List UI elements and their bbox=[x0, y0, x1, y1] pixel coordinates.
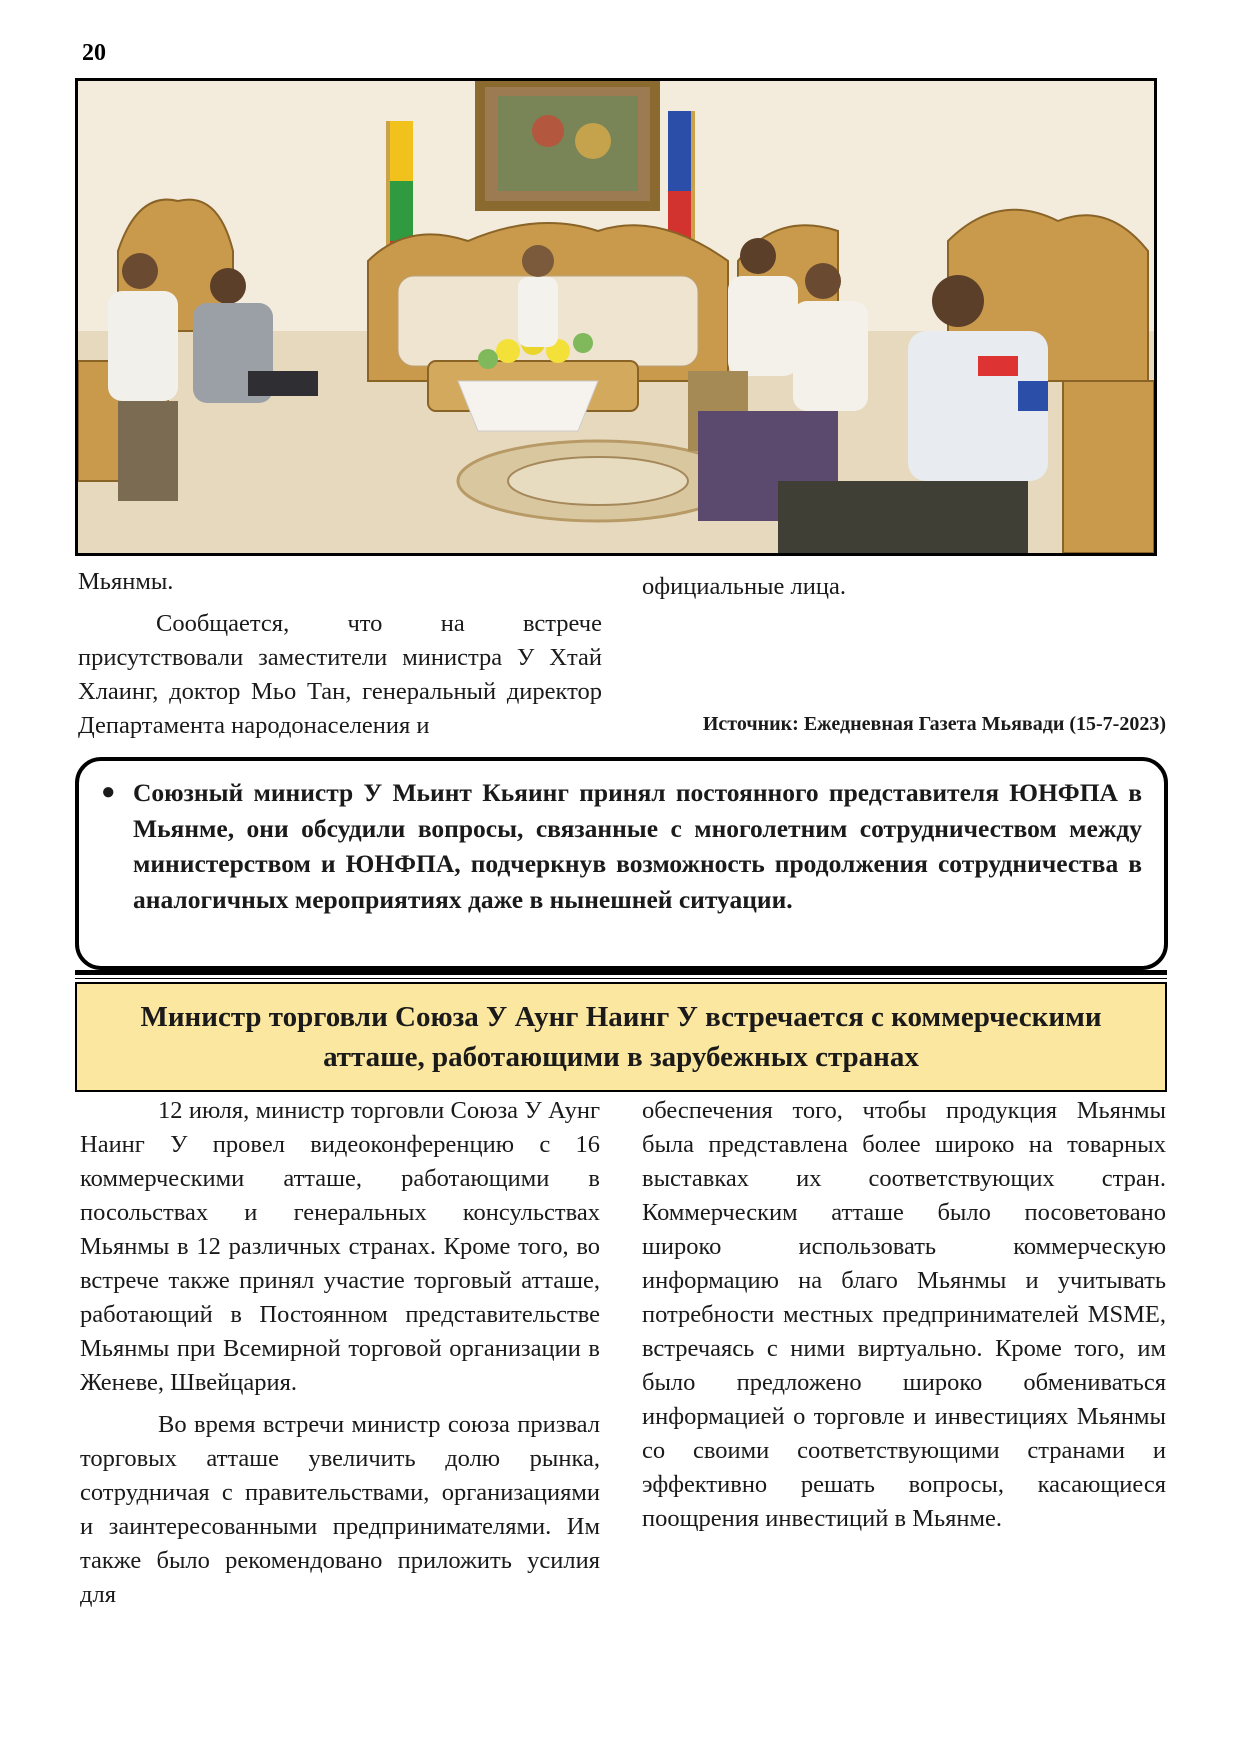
paragraph: 12 июля, министр торговли Союза У Аунг Наинг У провел видеоконференцию с 16 коммерческими атташе, работающими в посольствах и генеральных консульствах Мьянмы в 12 различных странах. Кроме того, во встрече также принял участие торговый атташе, работающий в Постоянном представительстве Мьянмы при Всемирной торговой организации в Женеве, Швейцария. bbox=[80, 1097, 600, 1396]
meeting-photo bbox=[75, 78, 1157, 556]
page-number: 20 bbox=[82, 40, 106, 66]
highlight-box bbox=[75, 757, 1168, 970]
top-right-column bbox=[642, 570, 1166, 604]
paragraph: Мьянмы. bbox=[78, 568, 174, 595]
highlight-text: Союзный министр У Мьинт Кьяинг принял постоянного представителя ЮНФПА в Мьянме, они обсудили вопросы, связанные с многолетним сотрудничеством между министерством и ЮНФПА, подчеркнув возможность продолжения сотрудничества в аналогичных мероприятиях даже в нынешней ситуации. bbox=[133, 778, 1142, 914]
paragraph: Сообщается, что на встрече присутствовали заместители министра У Хтай Хлаинг, доктор Мьо Тан, генеральный директор Департамента народонаселения и bbox=[78, 610, 602, 739]
article-headline bbox=[75, 982, 1167, 1092]
paragraph: обеспечения того, чтобы продукция Мьянмы была представлена более широко на товарных выставках их соответствующих стран. Коммерческим атташе было посоветовано широко использовать коммерческую информацию на благо Мьянмы и учитывать потребности местных предпринимателей MSME, встречаясь с ними виртуально. Кроме того, им было предложено широко обмениваться информацией о торговле и инвестициях Мьянмы со своими соответствующими странами и эффективно решать вопросы, касающиеся поощрения инвестиций в Мьянме. bbox=[642, 1097, 1166, 1532]
headline-line: атташе, работающими в зарубежных странах bbox=[323, 1041, 919, 1073]
divider bbox=[75, 978, 1167, 979]
bullet-icon: ● bbox=[101, 779, 116, 805]
divider bbox=[75, 970, 1167, 975]
article-left-column bbox=[80, 1094, 600, 1612]
headline-line: Министр торговли Союза У Аунг Наинг У встречается с коммерческими bbox=[140, 1001, 1102, 1033]
top-left-column bbox=[78, 565, 602, 743]
paragraph: Во время встречи министр союза призвал торговых атташе увеличить долю рынка, сотрудничая с правительствами, организациями и заинтересованными предпринимателями. Им также было рекомендовано приложить усилия для bbox=[80, 1411, 600, 1608]
article-right-column bbox=[642, 1094, 1166, 1536]
paragraph: официальные лица. bbox=[642, 573, 846, 600]
source-credit: Источник: Ежедневная Газета Мьявади (15-7-2023) bbox=[702, 713, 1166, 735]
